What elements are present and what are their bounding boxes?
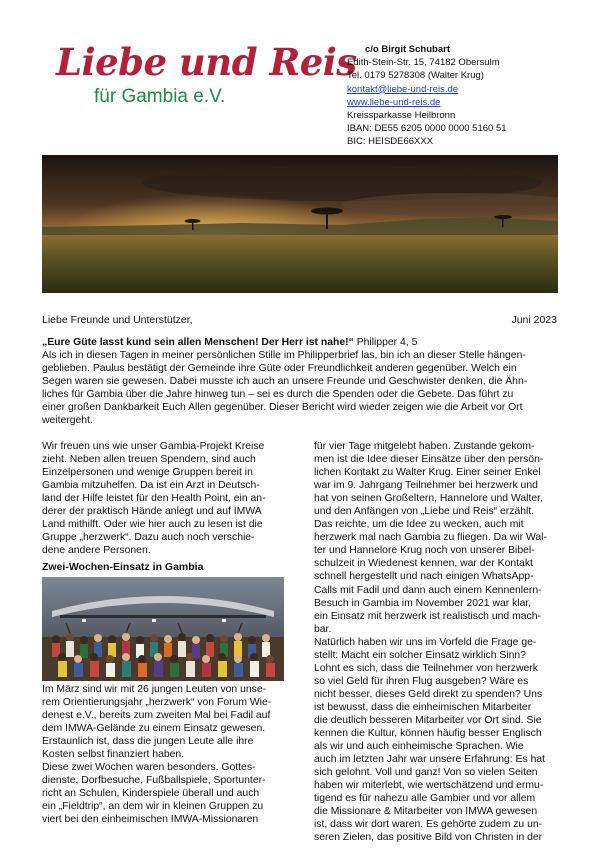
- body-line: als wir und auch einheimische Sprachen. Wie: [314, 741, 524, 753]
- body-line: ein Einsatz mit herzwerk ist realistisch und mach-: [314, 610, 541, 622]
- body-line: war im 9. Jahrgang Teilnehmer bei herzwerk und: [314, 480, 538, 492]
- body-line: ein „Fieldtrip“, an dem wir in kleinen Gruppen zu: [42, 801, 264, 813]
- body-line: Natürlich haben wir uns im Vorfeld die Frage ge-: [314, 636, 537, 648]
- right-column-paragraph: [314, 440, 558, 844]
- body-line: schnell hergestellt und nach einigen WhatsApp-: [314, 571, 534, 583]
- intro-line: geblieben. Paulus bestätigt der Gemeinde ihre Güte oder Freundlichkeit anderen gegenüber. Welch ein: [42, 363, 517, 375]
- body-line: ist bewusst, dass die einheimischen Mitarbeiter: [314, 701, 532, 713]
- body-line: die deutlich besseren Mitarbeiter vor Ort sind. Sie: [314, 714, 542, 726]
- group-photo: [42, 577, 284, 681]
- body-line: lichen Kontakt zu Walter Krug. Einer seiner Enkel: [314, 467, 541, 479]
- body-line: stellt: Macht ein solcher Einsatz wirklich Sinn?: [314, 649, 526, 661]
- body-line: haben wir miterlebt, wie wertschätzend und ermu-: [314, 780, 544, 792]
- contact-iban: IBAN: DE55 6205 0000 0000 5160 51: [347, 123, 507, 135]
- body-line: Gruppe „herzwerk“. Dazu auch noch verschie-: [42, 532, 255, 544]
- contact-web-link[interactable]: www.liebe-und-reis.de: [347, 96, 441, 108]
- intro-line: einer großen Dankbarkeit Euch Allen gegenüber. Dieser Bericht wird wieder zeigen wie die Arbeit vor Ort: [42, 402, 523, 414]
- intro-line: Segen waren sie gewesen. Dabei musste ich auch an unsere Freunde und Geschwister denken, die Ähn-: [42, 376, 528, 388]
- body-line: Lohnt es sich, dass die Teilnehmer von herzwerk: [314, 662, 538, 674]
- left-column-paragraph-2: [42, 683, 286, 827]
- body-line: richt an Schulen, Kinderspiele überall und auch: [42, 788, 260, 800]
- body-line: sich gelohnt. Voll und ganz! Von so vielen Seiten: [314, 767, 538, 779]
- contact-block: [347, 43, 507, 149]
- body-line: für vier Tage mitgelebt haben. Zustande gekom-: [314, 441, 535, 452]
- bible-verse: „Eure Güte lasst kund sein allen Menschen! Der Herr ist nahe!“: [42, 337, 354, 348]
- intro-paragraph: [42, 336, 558, 427]
- body-line: nicht besser, dieses Geld direkt zu spenden? Uns: [314, 688, 543, 700]
- organization-logo: [56, 40, 357, 120]
- body-line: die Missionare & Mitarbeiter von IMWA gewesen: [314, 806, 538, 818]
- body-line: seren Zielen, das positive Bild von Christen in der: [314, 832, 543, 844]
- savanna-sunset-photo: [42, 155, 558, 293]
- body-line: dene andere Personen.: [42, 545, 151, 557]
- body-line: Einzelpersonen und wenige Gruppen bereit in: [42, 467, 253, 479]
- contact-phone: Tel. 0179 5278308 (Walter Krug): [347, 70, 484, 82]
- body-line: schulzeit in Wiedenest kennen, war der Kontakt: [314, 558, 533, 570]
- contact-bank: Kreissparkasse Heilbronn: [347, 110, 456, 122]
- body-line: Diese zwei Wochen waren besonders. Gottes-: [42, 762, 256, 774]
- intro-line: weitergeht.: [42, 415, 93, 427]
- body-line: Kosten selbst finanziert haben.: [42, 749, 185, 761]
- body-line: auch im letzten Jahr war unsere Erfahrung: Es hat: [314, 754, 546, 766]
- body-line: Calls mit Fadil und dann auch einem Kennenlern-: [314, 584, 542, 596]
- contact-street: Edith-Stein-Str. 15, 74182 Obersulm: [347, 57, 500, 69]
- letter-salutation: Liebe Freunde und Unterstützer,: [42, 314, 193, 326]
- contact-bic: BIC: HEISDE66XXX: [347, 136, 434, 148]
- body-line: Das reichte, um die Idee zu wecken, auch mit: [314, 519, 524, 531]
- body-line: land der Hilfe leistet für den Health Point, ein an-: [42, 493, 266, 505]
- body-line: derer der praktisch Hände anlegt und auf IMWA: [42, 506, 262, 518]
- body-line: ter und Hannelore Krug noch von unserer Bibel-: [314, 545, 535, 557]
- logo-line-1: Liebe und Reis: [56, 40, 357, 84]
- body-line: hat von seinen Großeltern, Hannelore und Walter,: [314, 493, 543, 505]
- contact-email-link[interactable]: kontakt@liebe-und-reis.de: [347, 83, 459, 95]
- logo-line-2: für Gambia e.V.: [94, 86, 226, 107]
- body-line: Land mithilft. Oder wie hier auch zu lesen ist die: [42, 519, 263, 531]
- body-line: bar.: [314, 623, 332, 635]
- body-line: so viel Geld für ihren Flug ausgeben? Wäre es: [314, 675, 529, 687]
- body-line: und den Anfängen von „Liebe und Reis“ erzählt.: [314, 506, 535, 518]
- bible-verse-reference: Philipper 4, 5: [353, 337, 418, 348]
- body-line: herzwerk mal nach Gambia zu fliegen. Da wir Wal-: [314, 532, 547, 544]
- body-line: Gambia mitzuhelfen. Da ist ein Arzt in Deutsch-: [42, 480, 260, 492]
- body-line: Erstaunlich ist, dass die jungen Leute alle ihre: [42, 736, 254, 748]
- letter-date: Juni 2023: [511, 314, 557, 326]
- body-line: Im März sind wir mit 26 jungen Leuten von unse-: [42, 684, 267, 695]
- body-line: dienste, Dorfbesuche, Fußballspiele, Sportunter-: [42, 775, 266, 787]
- body-line: viert bei den einheimischen IMWA-Missionaren: [42, 814, 259, 826]
- body-line: denest e.V., bereits zum zweiten Mal bei Fadil auf: [42, 710, 271, 722]
- body-line: Wir freuen uns wie unser Gambia-Projekt Kreise: [42, 441, 265, 452]
- body-line: ist, dass wir dort waren. Es gehörte zudem zu un-: [314, 819, 543, 831]
- intro-line: Als ich in diesen Tagen in meiner persönlichen Stille im Philipperbrief las, bin ich an dieser Stelle hängen-: [42, 350, 526, 362]
- body-line: men ist die Idee dieser Einsätze über den persön-: [314, 454, 544, 466]
- section-heading: Zwei-Wochen-Einsatz in Gambia: [42, 561, 204, 573]
- bible-verse-line: [42, 336, 558, 349]
- intro-line: liches für Gambia über die Jahre hinweg tun – sei es durch die Spenden oder die Gebete. Das führt zu: [42, 389, 514, 401]
- body-line: rem Orientierungsjahr „herzwerk“ von Forum Wie-: [42, 697, 272, 709]
- body-line: Besuch in Gambia im November 2021 war klar,: [314, 597, 532, 609]
- left-column-paragraph: [42, 440, 286, 557]
- contact-org: c/o Birgit Schubart: [365, 44, 450, 55]
- body-line: tigend es für nahezu alle Gambier und vor allem: [314, 793, 536, 805]
- body-line: zieht. Neben allen treuen Spendern, sind auch: [42, 454, 256, 466]
- body-line: dem IMWA-Gelände zu einem Einsatz gewesen.: [42, 723, 266, 735]
- body-line: kennen die Kultur, können häufig besser Englisch: [314, 728, 542, 740]
